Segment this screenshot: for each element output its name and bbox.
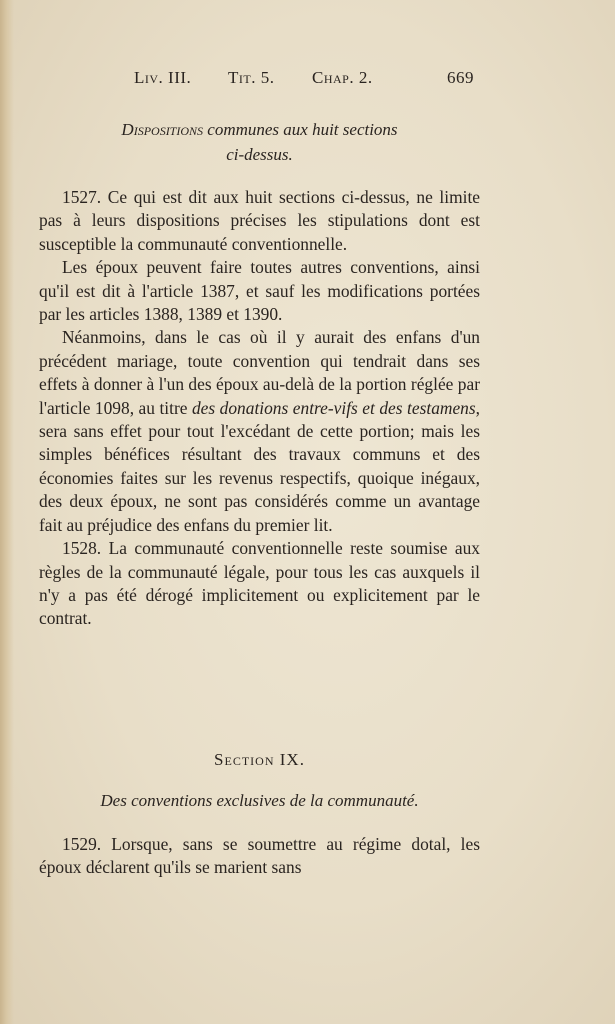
running-header (134, 68, 484, 92)
page-gutter-shadow (0, 0, 14, 1024)
article-1527-paragraph-1: 1527. Ce qui est dit aux huit sections ci-dessus, ne limite pas à leurs dispositions précises les stipulations dont est susceptible la communauté conventionnelle. (39, 187, 480, 254)
article-1529-paragraph: 1529. Lorsque, sans se soumettre au régime dotal, les époux déclarent qu'ils se marient sans (39, 834, 480, 878)
section-ix-word: Section (214, 750, 275, 769)
header-chapter: Chap. 2. (312, 68, 373, 87)
body-text-lower (39, 833, 480, 880)
section-ix-number: IX. (279, 750, 305, 769)
section-title-rest: communes aux huit sections (207, 120, 398, 139)
header-title: Tit. 5. (228, 68, 275, 87)
section-title-line2: ci-dessus. (226, 145, 293, 164)
article-1527-paragraph-3 (39, 326, 480, 537)
article-1527-p3-italic: des donations entre-vifs et des testamens (191, 397, 476, 418)
article-1527-p3-text-b: , sera sans effet pour tout l'excédant de cette portion; mais les simples bénéfices résultant des travaux communs et des économies faites sur les revenus respectifs, quoique inégaux, des deux époux, ne sont pas considérés comme un avantage fait au préjudice des enfans du premier lit. (39, 397, 480, 535)
section-title (39, 117, 480, 167)
section-ix-subtitle: Des conventions exclusives de la communauté. (100, 791, 419, 810)
section-title-lead-word: Dispositions (121, 120, 204, 139)
article-1527-p3-text-a: Néanmoins, dans le cas où il y aurait des enfans d'un précédent mariage, toute convention qui tendrait dans ses effets à donner à l'un des époux au-delà de la portion réglée par l'article 1098, au titre (39, 327, 480, 418)
body-text-upper (39, 186, 480, 631)
section-title-line1 (39, 117, 480, 142)
header-page-number: 669 (447, 68, 474, 87)
article-1527-paragraph-2: Les époux peuvent faire toutes autres conventions, ainsi qu'il est dit à l'article 1387, et sauf les modifications portées par les articles 1388, 1389 et 1390. (39, 257, 480, 325)
article-1528-paragraph: 1528. La communauté conventionnelle reste soumise aux règles de la communauté légale, pour tous les cas auxquels il n'y a pas été dérogé implicitement ou explicitement par le contrat. (39, 538, 480, 629)
header-book: Liv. III. (134, 68, 192, 87)
section-ix-heading (39, 750, 480, 770)
